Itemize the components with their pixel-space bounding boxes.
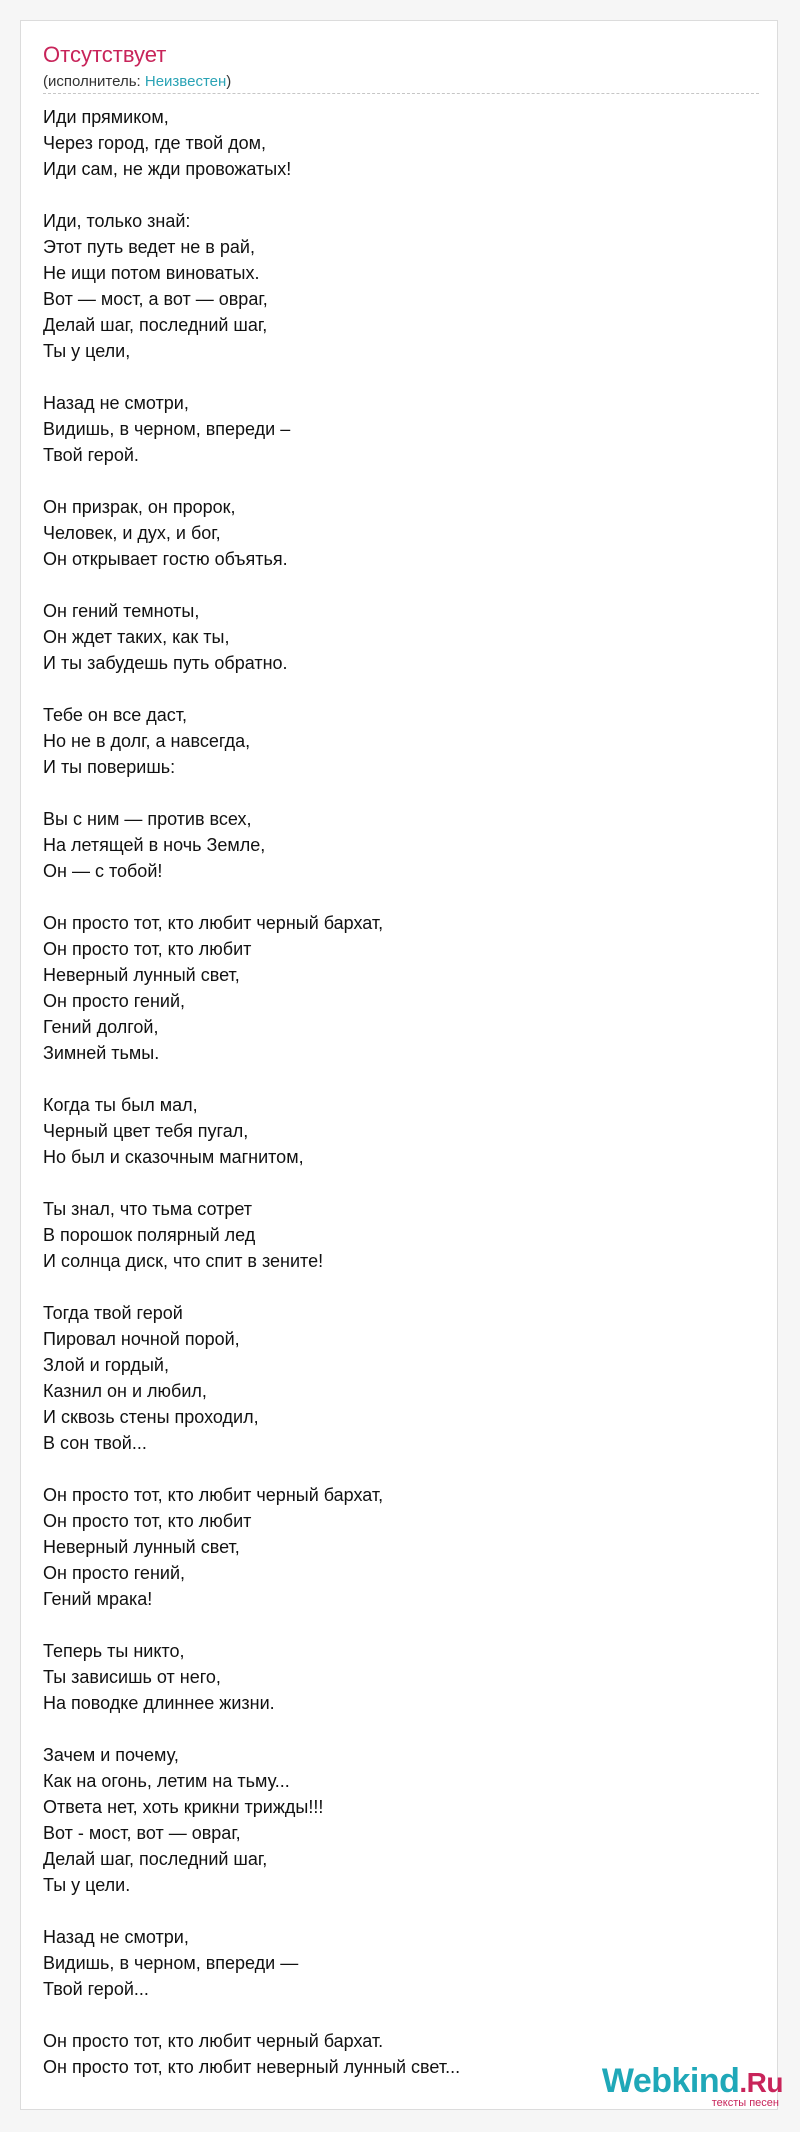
lyric-line: Вы с ним — против всех, — [43, 809, 252, 829]
lyric-line: Неверный лунный свет, — [43, 1537, 240, 1557]
lyric-line: Он — с тобой! — [43, 861, 163, 881]
lyric-line: Пировал ночной порой, — [43, 1329, 240, 1349]
lyric-line: Он просто тот, кто любит — [43, 1511, 252, 1531]
artist-line — [43, 72, 231, 92]
lyric-line: Тебе он все даст, — [43, 705, 187, 725]
lyric-line: И ты поверишь: — [43, 757, 176, 777]
lyric-line: И сквозь стены проходил, — [43, 1407, 259, 1427]
logo-tagline: тексты песен — [711, 2097, 779, 2109]
stanza-gap — [43, 780, 743, 806]
lyric-line: И солнца диск, что спит в зените! — [43, 1251, 324, 1271]
lyric-line: Злой и гордый, — [43, 1355, 169, 1375]
lyric-line: Твой герой. — [43, 445, 139, 465]
lyric-line: И ты забудешь путь обратно. — [43, 653, 288, 673]
lyric-line: Он гений темноты, — [43, 601, 200, 621]
lyric-line: Человек, и дух, и бог, — [43, 523, 221, 543]
lyric-line: Казнил он и любил, — [43, 1381, 207, 1401]
lyric-line: Но не в долг, а навсегда, — [43, 731, 251, 751]
lyric-line: Видишь, в черном, впереди – — [43, 419, 291, 439]
lyric-line: Он просто тот, кто любит — [43, 939, 252, 959]
lyric-line: Гений долгой, — [43, 1017, 159, 1037]
artist-suffix: ) — [226, 73, 232, 90]
lyric-line: Когда ты был мал, — [43, 1095, 198, 1115]
stanza-gap — [43, 884, 743, 910]
lyric-line: Черный цвет тебя пугал, — [43, 1121, 249, 1141]
stanza-gap — [43, 468, 743, 494]
lyric-line: Он просто тот, кто любит черный бархат, — [43, 1485, 384, 1505]
stanza-gap — [43, 1170, 743, 1196]
lyric-line: Зимней тьмы. — [43, 1043, 160, 1063]
lyric-line: На летящей в ночь Земле, — [43, 835, 266, 855]
stanza-gap — [43, 1716, 743, 1742]
lyric-line: Неверный лунный свет, — [43, 965, 240, 985]
lyric-line: Назад не смотри, — [43, 1927, 189, 1947]
lyric-line: Ответа нет, хоть крикни трижды!!! — [43, 1797, 324, 1817]
stanza-gap — [43, 364, 743, 390]
logo-main-text: Webkind — [601, 2062, 740, 2100]
lyric-line: Ты зависишь от него, — [43, 1667, 221, 1687]
lyric-line: В сон твой... — [43, 1433, 147, 1453]
song-title: Отсутствует — [43, 42, 167, 67]
lyric-line: Гений мрака! — [43, 1589, 153, 1609]
lyric-line: Видишь, в черном, впереди — — [43, 1953, 299, 1973]
lyric-line: Ты у цели, — [43, 341, 131, 361]
lyric-line: Через город, где твой дом, — [43, 133, 267, 153]
stanza-gap — [43, 676, 743, 702]
lyric-line: Иди, только знай: — [43, 211, 191, 231]
lyric-line: Он открывает гостю объятья. — [43, 549, 288, 569]
lyric-line: Как на огонь, летим на тьму... — [43, 1771, 290, 1791]
stanza-gap — [43, 182, 743, 208]
lyric-line: Зачем и почему, — [43, 1745, 179, 1765]
artist-link[interactable]: Неизвестен — [144, 73, 227, 90]
lyric-line: Иди прямиком, — [43, 107, 169, 127]
lyric-line: Вот — мост, а вот — овраг, — [43, 289, 268, 309]
lyric-line: Иди сам, не жди провожатых! — [43, 159, 292, 179]
stanza-gap — [43, 572, 743, 598]
lyric-line: Он просто тот, кто любит неверный лунный свет... — [43, 2057, 461, 2077]
webkind-logo[interactable] — [583, 2061, 783, 2111]
lyric-line: Он просто тот, кто любит черный бархат, — [43, 913, 384, 933]
lyric-line: Не ищи потом виноватых. — [43, 263, 260, 283]
artist-prefix: (исполнитель: — [43, 73, 145, 90]
lyric-line: Вот - мост, вот — овраг, — [43, 1823, 241, 1843]
lyrics-text — [43, 104, 743, 2080]
lyric-line: Назад не смотри, — [43, 393, 189, 413]
lyric-line: Теперь ты никто, — [43, 1641, 185, 1661]
lyrics-card — [20, 20, 783, 2110]
stanza-gap — [43, 1612, 743, 1638]
lyric-line: В порошок полярный лед — [43, 1225, 256, 1245]
stanza-gap — [43, 1274, 743, 1300]
lyric-line: Ты знал, что тьма сотрет — [43, 1199, 253, 1219]
lyric-line: Тогда твой герой — [43, 1303, 183, 1323]
stanza-gap — [43, 2002, 743, 2028]
lyric-line: Он просто тот, кто любит черный бархат. — [43, 2031, 384, 2051]
lyric-line: Этот путь ведет не в рай, — [43, 237, 255, 257]
lyric-line: Но был и сказочным магнитом, — [43, 1147, 304, 1167]
lyric-line: Он призрак, он пророк, — [43, 497, 236, 517]
logo-tld-text: .Ru — [739, 2067, 783, 2098]
lyric-line: Он просто гений, — [43, 991, 185, 1011]
lyric-line: Делай шаг, последний шаг, — [43, 1849, 268, 1869]
title-divider — [43, 93, 759, 94]
stanza-gap — [43, 1898, 743, 1924]
lyric-line: Он ждет таких, как ты, — [43, 627, 230, 647]
lyric-line: Он просто гений, — [43, 1563, 185, 1583]
lyric-line: Делай шаг, последний шаг, — [43, 315, 268, 335]
stanza-gap — [43, 1066, 743, 1092]
lyric-line: На поводке длиннее жизни. — [43, 1693, 275, 1713]
lyric-line: Твой герой... — [43, 1979, 149, 1999]
lyric-line: Ты у цели. — [43, 1875, 131, 1895]
stanza-gap — [43, 1456, 743, 1482]
